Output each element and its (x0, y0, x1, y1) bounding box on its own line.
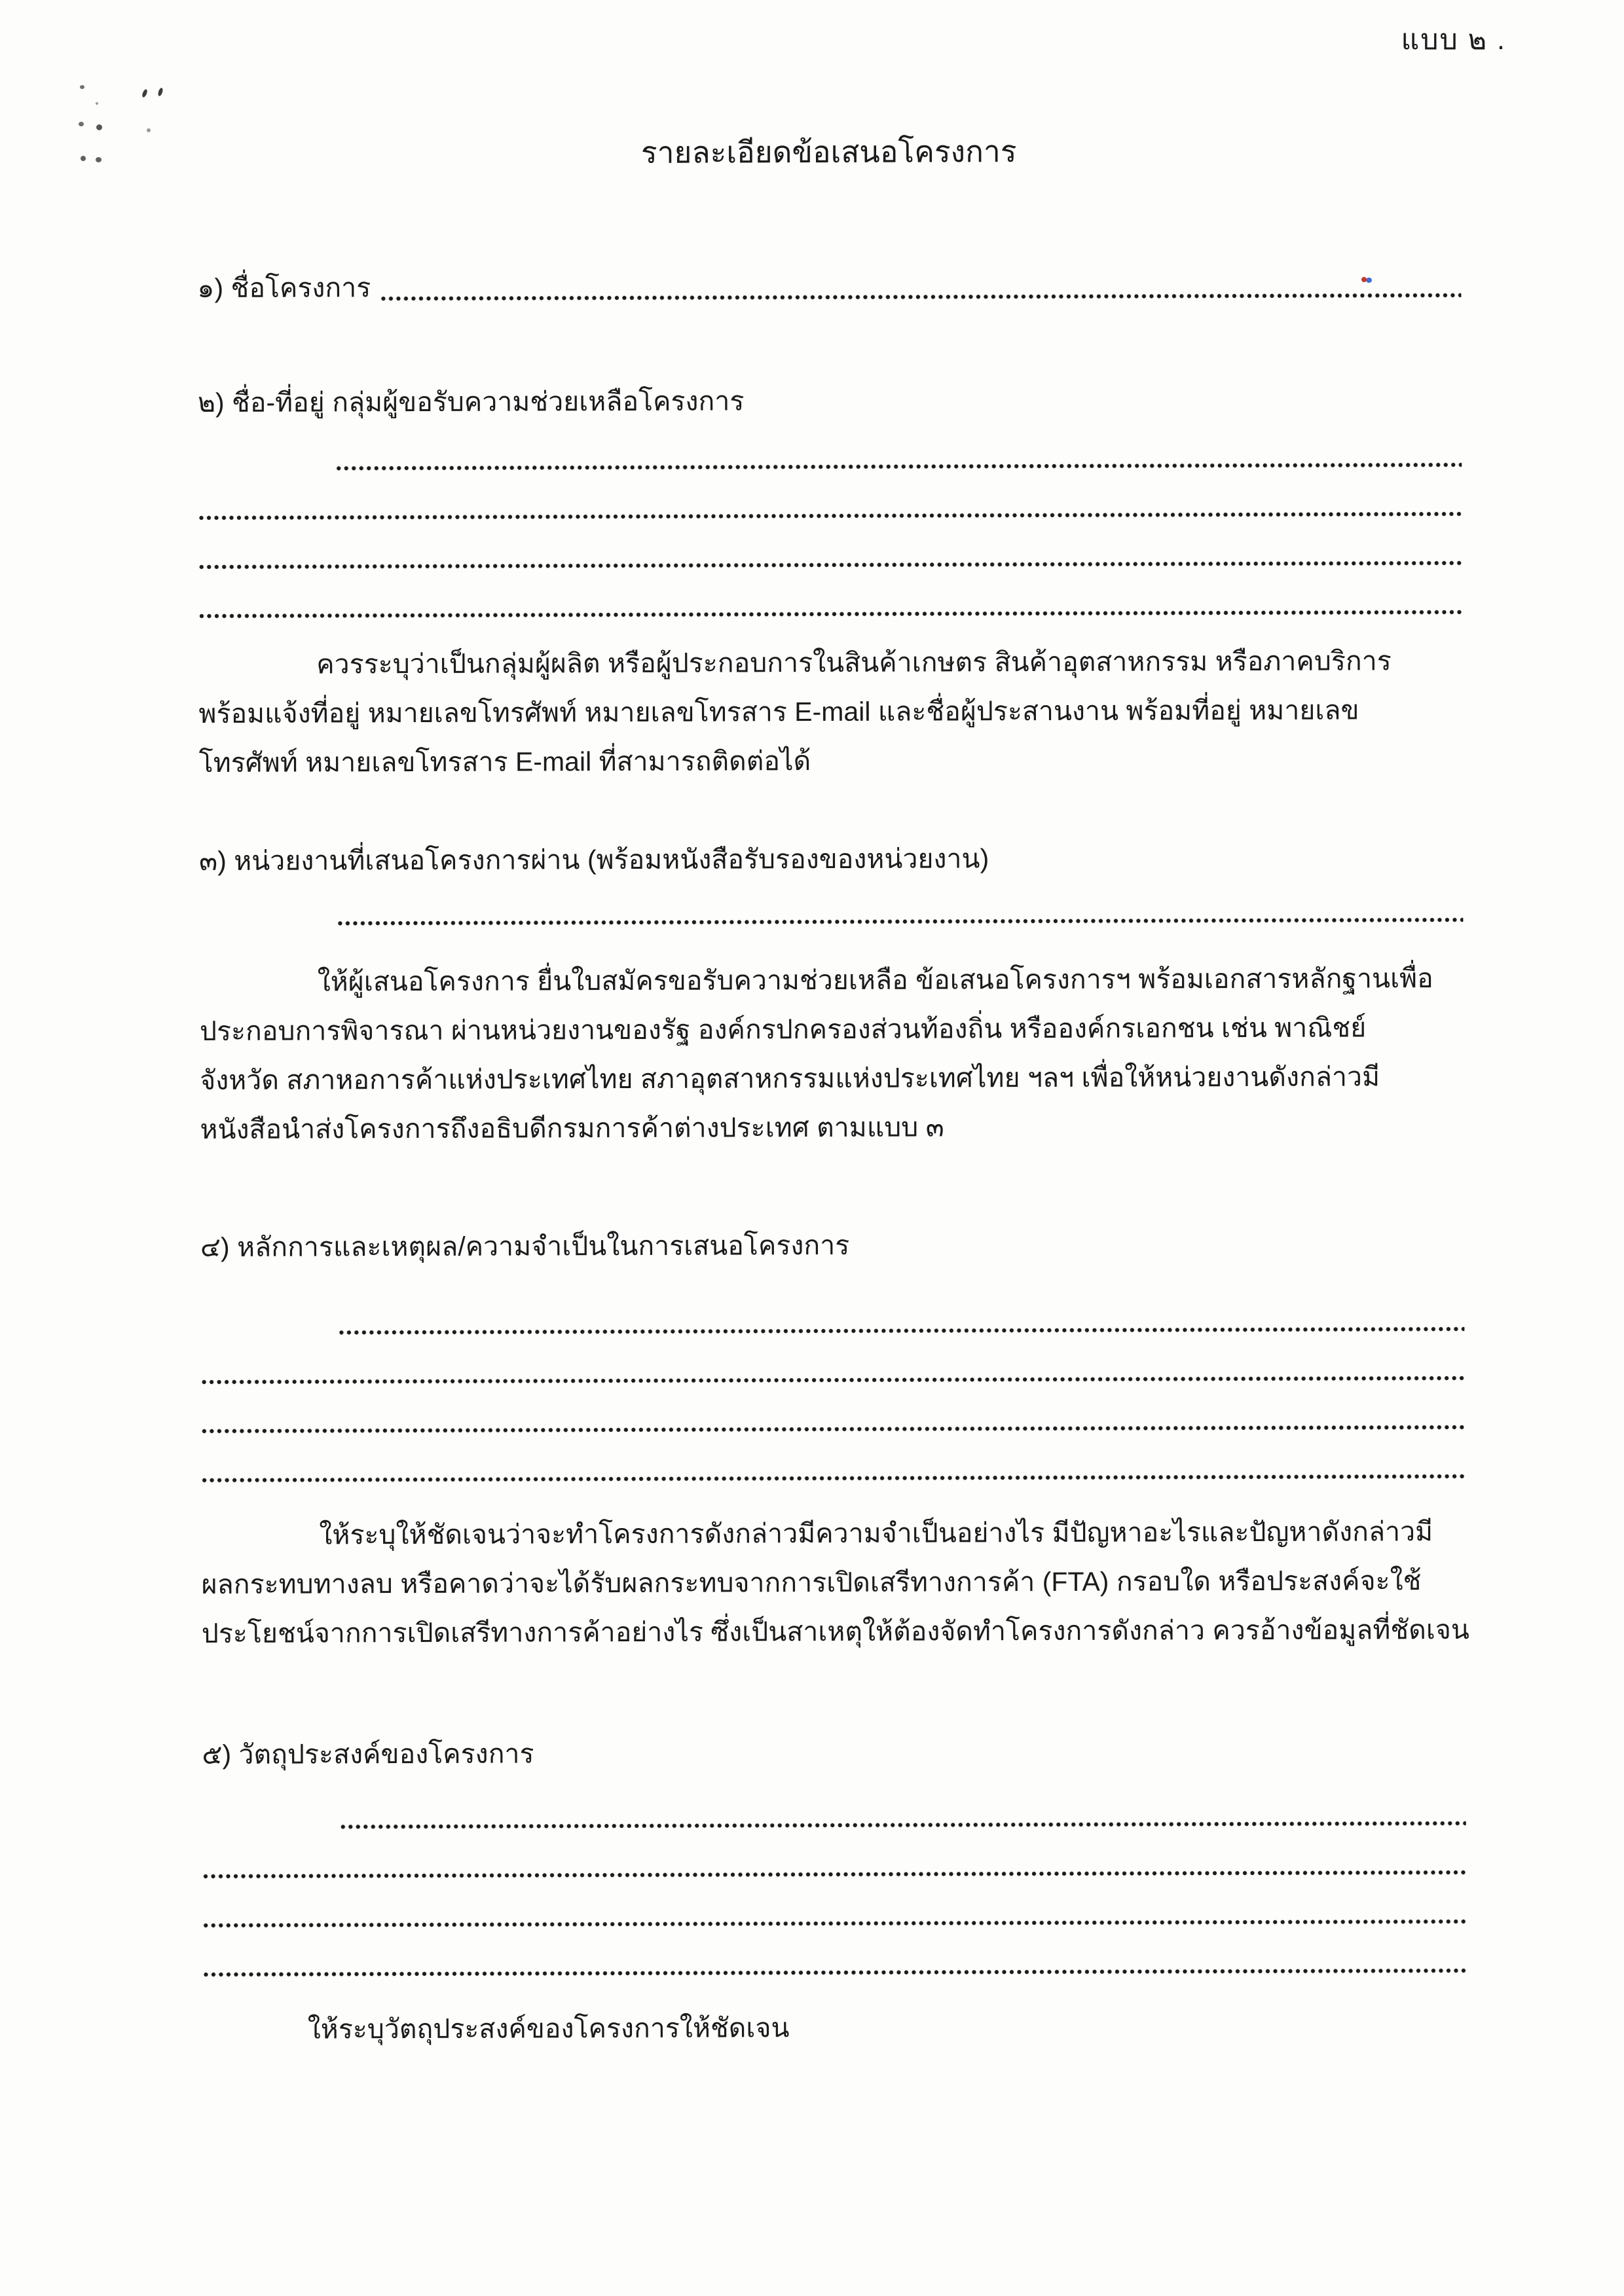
blank-line (337, 915, 1463, 927)
scan-speck (147, 128, 151, 132)
blank-line-row (198, 528, 1462, 581)
blank-line-row (199, 885, 1463, 938)
blank-line-row (202, 1936, 1466, 1989)
form-content (196, 0, 1467, 2054)
note-line: ประกอบการพิจารณา ผ่านหน่วยงานของรัฐ องค์กรปกครองส่วนท้องถิ่น หรือองค์กรเอกชน เช่น พาณิชย์ (199, 1012, 1367, 1047)
scan-speck (157, 87, 164, 96)
note-line: ผลกระทบทางลบ หรือคาดว่าจะได้รับผลกระทบจากการเปิดเสรีทางการค้า (FTA) กรอบใด หรือประสงค์จะใช้ (201, 1565, 1422, 1600)
blank-line-row (201, 1442, 1465, 1495)
blank-line (380, 291, 1461, 302)
blank-line-row (198, 577, 1462, 630)
scan-speck (81, 156, 86, 161)
section-3-note (200, 954, 1464, 1154)
section-project-name (197, 260, 1461, 313)
blank-line-row (198, 430, 1462, 483)
page-title: รายละเอียดข้อเสนอโครงการ (640, 134, 1017, 170)
note-line: หนังสือนำส่งโครงการถึงอธิบดีกรมการค้าต่างประเทศ ตามแบบ ๓ (200, 1112, 944, 1145)
blank-line-row (201, 1393, 1465, 1446)
blank-line (201, 1423, 1465, 1435)
scan-speck (96, 124, 102, 130)
blank-line (340, 1819, 1466, 1831)
blank-line-row (202, 1887, 1466, 1940)
form-number-label: แบบ ๒ . (1401, 24, 1506, 56)
note-line: ให้ผู้เสนอโครงการ ยื่นใบสมัครขอรับความช่วยเหลือ ข้อเสนอโครงการฯ พร้อมเอกสารหลักฐานเพื่อ (317, 963, 1433, 997)
note-line: โทรศัพท์ หมายเลขโทรสาร E-mail ที่สามารถติดต่อได้ (198, 746, 811, 778)
section-1-label: ๑) ชื่อโครงการ (197, 272, 371, 304)
blank-line (201, 1374, 1465, 1386)
note-line: ให้ระบุให้ชัดเจนว่าจะทำโครงการดังกล่าวมีความจำเป็นอย่างไร มีปัญหาอะไรและปัญหาดังกล่าวมี (319, 1516, 1433, 1550)
blank-line (198, 608, 1462, 620)
blank-line (202, 1966, 1466, 1978)
blank-line-row (200, 1343, 1464, 1396)
blank-line (202, 1917, 1466, 1929)
scan-speck (79, 122, 84, 126)
section-2-note (198, 636, 1463, 788)
scan-speck (80, 85, 84, 89)
section-5-note: ให้ระบุวัตถุประสงค์ของโครงการให้ชัดเจน (307, 2013, 790, 2045)
note-line: พร้อมแจ้งที่อยู่ หมายเลขโทรศัพท์ หมายเลขโทรสาร E-mail และชื่อผู้ประสานงาน พร้อมที่อยู่ หมายเลข (198, 695, 1359, 729)
note-line: จังหวัด สภาหอการค้าแห่งประเทศไทย สภาอุตสาหกรรมแห่งประเทศไทย ฯลฯ เพื่อให้หน่วยงานดังกล่าวมี (200, 1061, 1380, 1096)
section-2-heading: ๒) ชื่อ-ที่อยู่ กลุ่มผู้ขอรับความช่วยเหลือโครงการ (197, 386, 745, 418)
note-line: ควรระบุว่าเป็นกลุ่มผู้ผลิต หรือผู้ประกอบการในสินค้าเกษตร สินค้าอุตสาหกรรม หรือภาคบริการ (316, 646, 1392, 680)
note-line: ประโยชน์จากการเปิดเสรีทางการค้าอย่างไร ซึ่งเป็นสาเหตุให้ต้องจัดทำโครงการดังกล่าว ควรอ้างข้อมูลที่ชัดเจน (201, 1614, 1469, 1649)
blank-line (338, 1324, 1464, 1336)
blank-line (201, 1472, 1465, 1484)
blank-line (202, 1868, 1466, 1880)
section-4-heading: ๔) หลักการและเหตุผล/ความจำเป็นในการเสนอโครงการ (200, 1230, 850, 1263)
blank-line (335, 460, 1462, 472)
blank-line-row (202, 1838, 1466, 1891)
scan-speck (96, 102, 98, 105)
blank-line-row (200, 1294, 1464, 1347)
scan-speck (141, 88, 148, 98)
section-5-heading: ๕) วัตถุประสงค์ของโครงการ (202, 1738, 534, 1770)
blank-line (198, 509, 1462, 522)
blank-line-row (202, 1789, 1466, 1842)
section-3-heading: ๓) หน่วยงานที่เสนอโครงการผ่าน (พร้อมหนังสือรับรองของหน่วยงาน) (199, 843, 989, 877)
section-4-note (201, 1507, 1469, 1658)
blank-line (198, 558, 1462, 571)
scan-speck (96, 157, 101, 162)
blank-line-row (198, 479, 1462, 532)
